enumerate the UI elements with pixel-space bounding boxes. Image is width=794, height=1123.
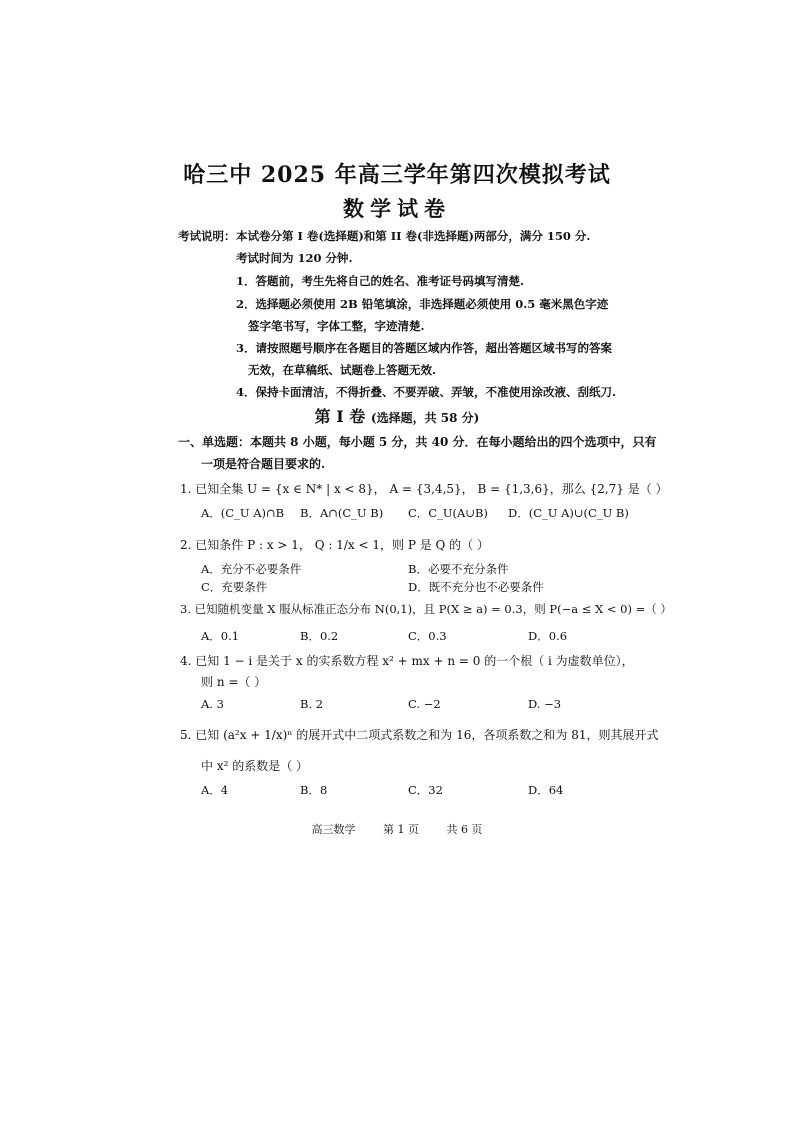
instruction-item-2: 2．选择题必须使用 2B 铅笔填涂，非选择题必须使用 0.5 毫米黑色字迹 <box>236 297 609 311</box>
section-heading <box>0 404 794 427</box>
instruction-item-3-cont: 无效，在草稿纸、试题卷上答题无效. <box>248 363 437 377</box>
instructions-line2: 考试时间为 120 分钟. <box>236 251 353 265</box>
question-1-stem: 1. 已知全集 U = {x ∈ N* | x < 8}， A = {3,4,5}， B = {1,3,6}，那么 {2,7} 是（ ） <box>180 482 668 496</box>
question-5-option-a: A．4 <box>201 783 229 797</box>
instructions-label: 考试说明： <box>178 229 236 243</box>
part-intro-line1: 一、单选题：本题共 8 小题，每小题 5 分，共 40 分．在每小题给出的四个选项中，只有 <box>178 435 657 449</box>
question-4-option-b: B. 2 <box>300 697 324 711</box>
question-2-option-b: B．必要不充分条件 <box>408 562 509 576</box>
question-4-stem: 4. 已知 1 − i 是关于 x 的实系数方程 x² + mx + n = 0 的一个根（ i 为虚数单位）， <box>180 654 634 668</box>
question-4-stem-cont: 则 n =（ ） <box>201 675 267 689</box>
question-5-stem-cont: 中 x² 的系数是（ ） <box>201 759 309 773</box>
question-2-option-a: A．充分不必要条件 <box>201 562 302 576</box>
question-1-option-b: B．A∩(C_U B) <box>300 506 384 520</box>
question-2-option-d: D．既不充分也不必要条件 <box>408 580 544 594</box>
question-3-option-c: C．0.3 <box>408 629 447 643</box>
exam-title: 哈三中 2025 年高三学年第四次模拟考试 <box>183 162 611 188</box>
question-2-stem: 2. 已知条件 P : x > 1， Q : 1/x < 1，则 P 是 Q 的（ ） <box>180 538 489 552</box>
exam-subtitle: 数学试卷 <box>343 196 451 221</box>
question-3-option-a: A．0.1 <box>201 629 240 643</box>
question-4-option-d: D. −3 <box>528 697 562 711</box>
question-1-option-c: C．C_U(A∪B) <box>408 506 488 520</box>
footer-page-number: 第 1 页 <box>383 823 419 836</box>
question-5-stem: 5. 已知 (a²x + 1/x)ⁿ 的展开式中二项式系数之和为 16，各项系数之和为 81，则其展开式 <box>180 728 659 742</box>
instructions-line1: 本试卷分第 I 卷(选择题)和第 II 卷(非选择题)两部分，满分 150 分. <box>236 229 591 243</box>
page-footer <box>0 821 794 837</box>
instruction-item-1: 1．答题前，考生先将自己的姓名、准考证号码填写清楚. <box>236 274 525 288</box>
question-3-option-b: B．0.2 <box>300 629 339 643</box>
question-5-option-d: D．64 <box>528 783 564 797</box>
section-title: 第 I 卷 <box>314 407 366 426</box>
question-1-option-a: A．(C_U A)∩B <box>201 506 285 520</box>
question-3-stem: 3. 已知随机变量 X 服从标准正态分布 N(0,1)，且 P(X ≥ a) = 0.3，则 P(−a ≤ X < 0) =（ ） <box>180 602 672 616</box>
instruction-item-4: 4．保持卡面清洁，不得折叠、不要弄破、弄皱，不准使用涂改液、刮纸刀. <box>236 385 617 399</box>
footer-total-pages: 共 6 页 <box>446 823 483 836</box>
question-2-option-c: C．充要条件 <box>201 580 268 594</box>
question-5-option-b: B．8 <box>300 783 328 797</box>
part-intro-line2: 一项是符合题目要求的. <box>201 457 326 471</box>
question-3-option-d: D．0.6 <box>528 629 568 643</box>
question-4-option-c: C. −2 <box>408 697 441 711</box>
question-5-option-c: C．32 <box>408 783 443 797</box>
section-note: (选择题，共 58 分) <box>370 411 480 425</box>
footer-subject: 高三数学 <box>311 823 356 836</box>
question-1-option-d: D．(C_U A)∪(C_U B) <box>508 506 629 520</box>
instruction-item-3: 3．请按照题号顺序在各题目的答题区域内作答，超出答题区域书写的答案 <box>236 341 612 355</box>
question-4-option-a: A. 3 <box>201 697 224 711</box>
instruction-item-2-cont: 签字笔书写，字体工整，字迹清楚. <box>248 319 425 333</box>
